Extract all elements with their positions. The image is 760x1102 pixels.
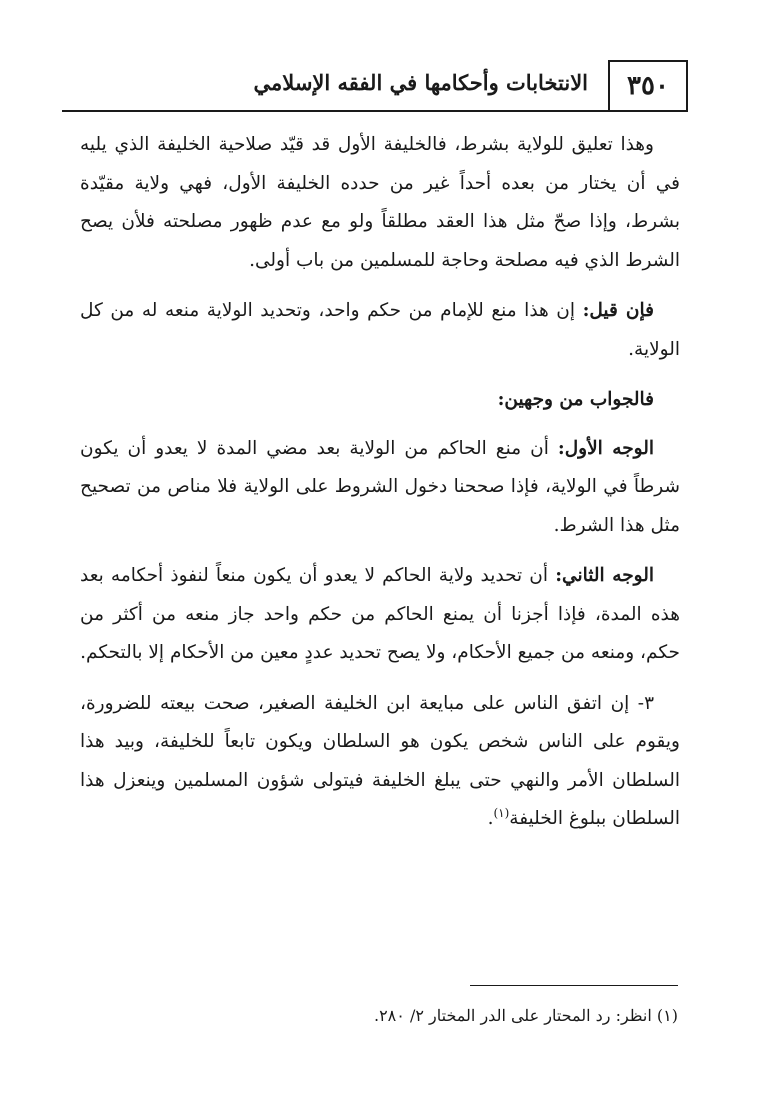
page-number: ٣٥٠ (608, 60, 688, 110)
footnote-reference[interactable]: (١) (493, 805, 510, 820)
footnote-rule (470, 985, 678, 986)
page-header (62, 52, 688, 116)
paragraph-point-three (80, 685, 680, 839)
paragraph-lead: الوجه الثاني: (555, 565, 654, 586)
running-title: الانتخابات وأحكامها في الفقه الإسلامي (253, 70, 588, 95)
paragraph-text: ٣- إن اتفق الناس على مبايعة ابن الخليفة الصغير، صحت بيعته للضرورة، ويقوم على الناس شخص يكون هو السلطان ويكون تابعاً للخليفة، وبيد هذا السلطان الأمر والنهي حتى يبلغ الخليفة فيتولى شؤون المسلمين وينعزل هذا السلطان ببلوغ الخليفة (80, 692, 680, 829)
header-rule (62, 110, 688, 112)
paragraph-end: . (487, 808, 494, 829)
paragraph-lead: الوجه الأول: (557, 437, 654, 459)
paragraph-text: أن منع الحاكم من الولاية بعد مضي المدة لا يعدو أن يكون شرطاً في الولاية، فإذا صححنا دخول الشروط على الولاية فلا مناص من تصحيح مثل هذا الشرط. (80, 437, 680, 536)
paragraph-lead: فإن قيل: (582, 300, 654, 321)
paragraph-text: أن تحديد ولاية الحاكم لا يعدو أن يكون منعاً لنفوذ أحكامه بعد هذه المدة، فإذا أجزنا أن يمنع الحاكم من حكم واحد جاز منعه من أكثر من حكم، ومنعه من جميع الأحكام، ولا يصح تحديد عددٍ معين من الأحكام إلا بالتحكم. (80, 565, 680, 663)
footnote: (١) انظر: رد المحتار على الدر المختار ٢/ ٢٨٠. (373, 1006, 678, 1025)
paragraph-text: وهذا تعليق للولاية بشرط، فالخليفة الأول قد قيّد صلاحية الخليفة الذي يليه في أن يختار من بعده أحداً غير من حدده الخليفة الأول، فهي ولاية مقيّدة بشرط، وإذا صحّ مثل هذا العقد مطلقاً ولو مع عدم ظهور مصلحته فلأن يصح الشرط الذي فيه مصلحة وحاجة للمسلمين من باب أولى. (80, 134, 680, 271)
body-text (80, 126, 680, 851)
paragraph-second-aspect (80, 557, 680, 673)
paragraph-conditional-appointment (80, 126, 680, 280)
paragraph-text: إن هذا منع للإمام من حكم واحد، وتحديد الولاية منعه له من كل الولاية. (80, 300, 680, 360)
answer-heading: فالجواب من وجهين: (497, 389, 654, 410)
paragraph-first-aspect (80, 430, 680, 546)
paragraph-objection (80, 292, 680, 369)
